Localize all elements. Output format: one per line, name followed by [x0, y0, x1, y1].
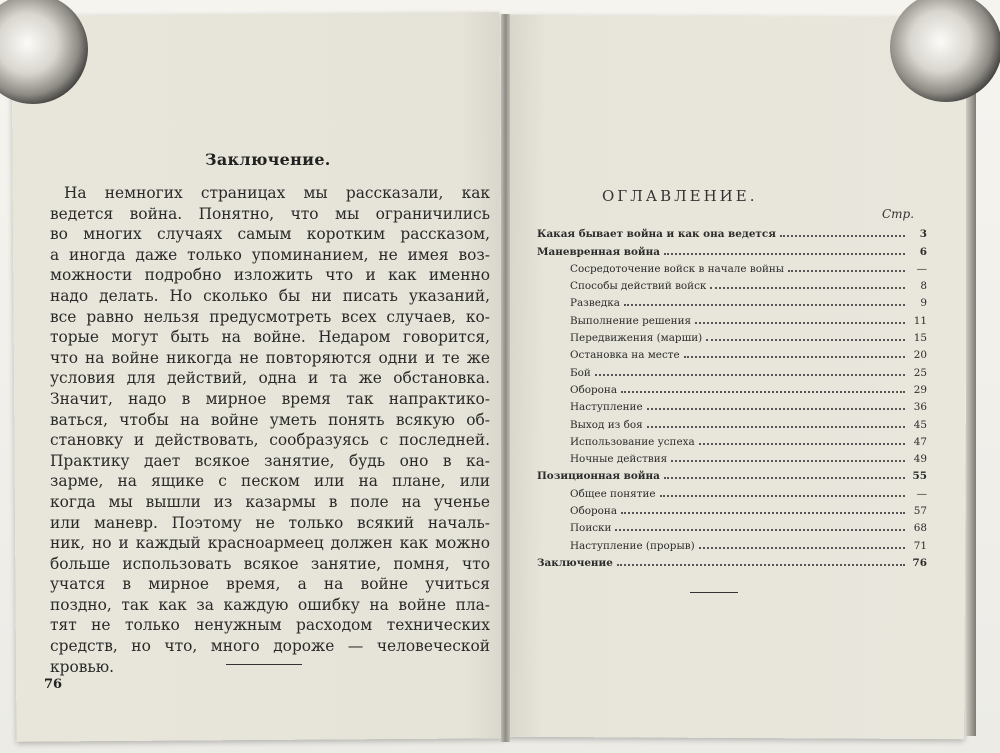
toc-entry-page: 3 [919, 228, 927, 241]
toc-entry-label: Разведка [570, 297, 620, 310]
toc-entry-page: 11 [913, 314, 927, 327]
toc-leader-dots [664, 253, 905, 255]
toc-entry-label: Заключение [537, 556, 613, 569]
text-line: торые могут быть на войне. Недаром говорится, [50, 328, 490, 347]
text-line: На немногих страницах мы рассказали, как [64, 184, 490, 202]
toc-entry [537, 517, 927, 534]
toc-entry-page: — [916, 262, 927, 275]
toc-leader-dots [660, 495, 905, 497]
text-line: зарме, на ящике с песком или на плане, или [50, 472, 490, 491]
text-line: учатся в мирное время, а на войне учиться [50, 575, 490, 594]
toc-entry [537, 309, 927, 326]
toc-leader-dots [684, 356, 905, 358]
toc-leader-dots [617, 564, 905, 566]
toc-entry-label: Общее понятие [570, 487, 656, 500]
toc-entry-page: 45 [913, 418, 927, 431]
toc-leader-dots [699, 547, 905, 549]
text-line: Значит, надо в мирное время так напрактико- [50, 389, 490, 408]
toc-leader-dots [788, 270, 905, 272]
toc-entry-label: Передвижения (марши) [570, 332, 703, 345]
toc-leader-dots [710, 287, 905, 289]
toc-entry-page: 71 [913, 539, 927, 552]
text-line: кровью. [50, 657, 115, 676]
paperweight-right [890, 0, 1000, 102]
text-line: что на войне никогда не повторяются одни и те же [50, 348, 490, 367]
toc-entry-page: 15 [913, 332, 927, 345]
toc-entry-page: 25 [913, 366, 927, 379]
toc-entry-page: 6 [919, 245, 927, 258]
toc-leader-dots [699, 443, 905, 445]
toc-entry [537, 292, 927, 309]
toc-entry [537, 396, 927, 413]
text-line: ваться, чтобы на войне уметь понять всякую об- [50, 410, 490, 429]
text-line: тят не только ненужным расходом технических [50, 616, 490, 635]
end-rule-left [226, 664, 302, 665]
conclusion-heading: Заключение. [205, 150, 331, 169]
text-line: становку и действовать, сообразуясь с последней. [50, 431, 490, 450]
toc-entry [537, 327, 927, 344]
toc-leader-dots [647, 426, 905, 428]
toc-entry-page: 55 [912, 470, 927, 483]
toc-leader-dots [595, 374, 905, 376]
toc-entry-label: Наступление (прорыв) [570, 539, 695, 552]
toc-entry [537, 552, 927, 569]
text-line: Практику дает всякое занятие, будь оно в ка- [50, 451, 490, 470]
toc-entry-label: Поиски [570, 522, 612, 535]
text-line: надо делать. Но сколько бы ни писать указаний, [50, 286, 490, 305]
toc-entry [537, 465, 927, 482]
page-number: 76 [44, 677, 63, 692]
toc-entry-label: Выход из боя [570, 418, 643, 431]
toc-entry-page: 68 [913, 522, 927, 535]
toc-leader-dots [624, 304, 905, 306]
toc-entry-label: Использование успеха [570, 435, 695, 448]
text-line: поздно, так как за каждую ошибку на войне пла- [50, 595, 490, 614]
end-rule-right [690, 592, 738, 593]
toc-entry-page: 29 [913, 383, 927, 396]
toc-entry [537, 258, 927, 275]
toc-leader-dots [621, 512, 905, 514]
toc-entry-page: 20 [913, 349, 927, 362]
toc-leader-dots [695, 322, 905, 324]
toc-leader-dots [615, 529, 905, 531]
text-line: или маневр. Поэтому не только всякий началь- [50, 513, 490, 532]
toc-entry [537, 500, 927, 517]
text-line: больше использовать всякое занятие, помня, что [50, 554, 490, 573]
text-line: ведется война. Понятно, что мы ограничились [50, 204, 490, 223]
toc-entry-label: Оборона [570, 383, 618, 396]
toc-entry-label: Какая бывает война и как она ведется [537, 228, 776, 241]
toc-entry [537, 223, 927, 240]
text-line: а иногда даже только упоминанием, не имея воз- [50, 245, 490, 264]
toc-entry-page: 49 [913, 453, 927, 466]
toc-entry-label: Остановка на месте [570, 349, 680, 362]
text-line: средств, но что, много дороже — человеческой [50, 637, 490, 656]
toc-entry-label: Ночные действия [570, 453, 668, 466]
toc-entry-page: 9 [920, 297, 927, 310]
toc-entry [537, 431, 927, 448]
toc-entry [537, 482, 927, 499]
toc-leader-dots [671, 460, 905, 462]
toc-entry-label: Маневренная война [537, 245, 660, 258]
toc-page-column-label: Стр. [882, 207, 915, 221]
toc-leader-dots [647, 408, 905, 410]
toc-entry [537, 240, 927, 257]
toc-leader-dots [706, 339, 905, 341]
toc-entry-label: Оборона [570, 505, 618, 518]
toc-entry-page: 8 [920, 280, 927, 293]
toc-entry [537, 448, 927, 465]
text-line: когда мы вышли из казармы в поле на ученье [50, 492, 490, 511]
toc-entry [537, 379, 927, 396]
toc-entry-label: Способы действий войск [570, 280, 707, 293]
toc-leader-dots [664, 477, 905, 479]
text-line: во многих случаях самым коротким рассказом, [50, 225, 490, 244]
text-line: все равно нельзя предусмотреть всех случаев, ко- [50, 307, 490, 326]
conclusion-body [50, 183, 490, 677]
toc-leader-dots [621, 391, 905, 393]
toc-entry [537, 344, 927, 361]
toc-entry [537, 534, 927, 551]
toc-entry [537, 413, 927, 430]
toc-entry-page: 57 [913, 505, 927, 518]
toc-title: ОГЛАВЛЕНИЕ. [602, 187, 758, 205]
toc-entry-label: Наступление [570, 401, 643, 414]
text-line: условия для действий, одна и та же обстановка. [50, 369, 490, 388]
text-line: ник, но и каждый красноармеец должен как можно [50, 534, 490, 553]
toc-entry-page: 76 [912, 556, 927, 569]
toc-entry-page: 47 [913, 435, 927, 448]
toc-entry-label: Бой [570, 366, 591, 379]
toc-leader-dots [780, 235, 905, 237]
toc-entry [537, 275, 927, 292]
table-of-contents [537, 223, 927, 569]
text-line: можности подробно изложить что и как именно [50, 266, 490, 285]
toc-entry-page: 36 [913, 401, 927, 414]
toc-entry-label: Выполнение решения [570, 314, 692, 327]
book-gutter [501, 14, 510, 742]
toc-entry-page: — [916, 487, 927, 500]
toc-entry-label: Позиционная война [537, 470, 660, 483]
toc-entry [537, 361, 927, 378]
toc-entry-label: Сосредоточение войск в начале войны [570, 262, 785, 275]
page-edge [966, 20, 976, 736]
